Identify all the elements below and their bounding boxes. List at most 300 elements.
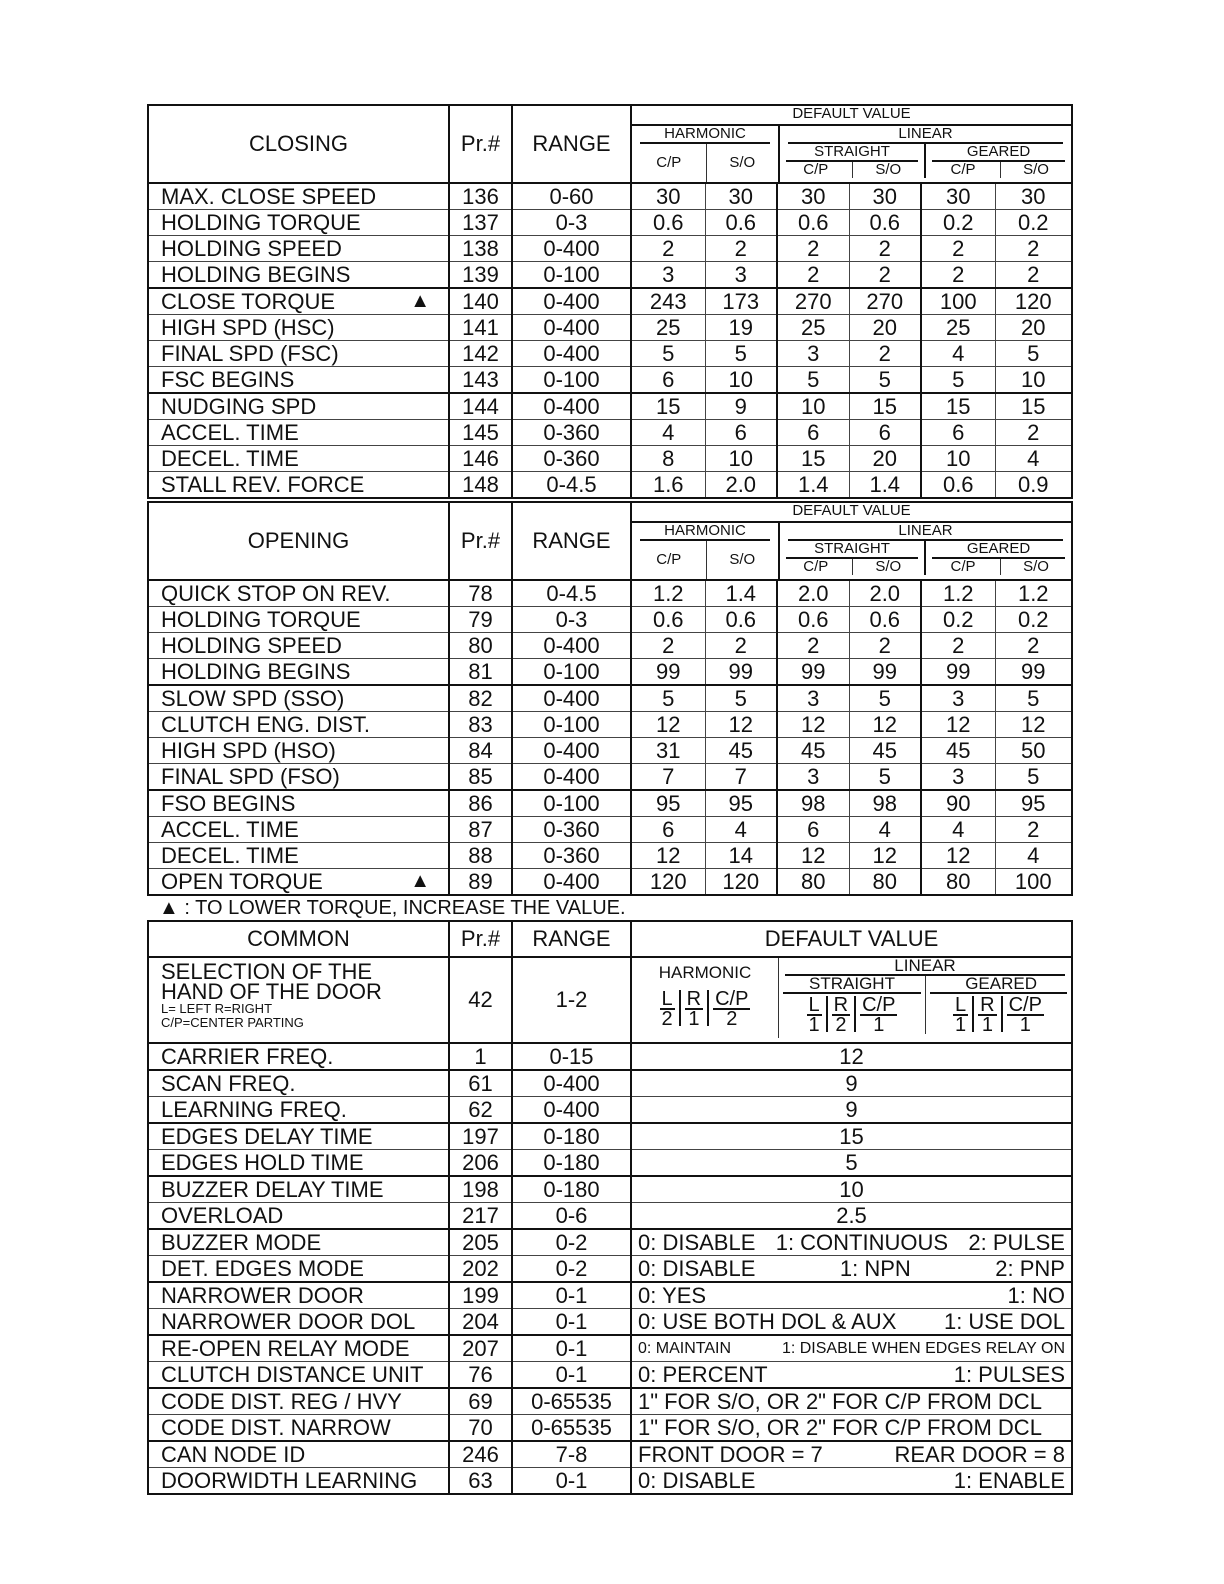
- common-param-name: CAN NODE ID: [148, 1441, 449, 1468]
- opening-param-name: DECEL. TIME: [148, 843, 449, 869]
- opening-param-range: 0-400: [512, 764, 631, 791]
- opening-default-value: 12: [631, 712, 705, 738]
- opening-default-value: 99: [921, 659, 995, 686]
- common-param-range: 0-1: [512, 1362, 631, 1389]
- closing-default-value: 2: [777, 262, 849, 289]
- common-pr-header: Pr.#: [449, 921, 512, 957]
- common-param-range: 0-1: [512, 1468, 631, 1495]
- common-row: [148, 1203, 1072, 1230]
- closing-param-range: 0-360: [512, 420, 631, 446]
- opening-default-value: 12: [777, 712, 849, 738]
- hand-fraction: $\frac{C/P}{1}$: [862, 994, 896, 1036]
- closing-default-value: 0.6: [849, 210, 921, 236]
- opening-default-value: 80: [921, 869, 995, 896]
- opening-range-header: RANGE: [512, 502, 631, 580]
- default-option: FRONT DOOR = 7: [638, 1441, 823, 1467]
- opening-default-value: 99: [777, 659, 849, 686]
- closing-default-value: 2: [995, 236, 1072, 262]
- closing-default-value: 4: [631, 420, 705, 446]
- closing-param-range: 0-400: [512, 393, 631, 420]
- closing-title: CLOSING: [148, 105, 449, 183]
- common-param-name: EDGES HOLD TIME: [148, 1150, 449, 1177]
- common-param-pr: 61: [449, 1070, 512, 1097]
- opening-row: [148, 843, 1072, 869]
- closing-row: [148, 341, 1072, 367]
- opening-default-value: 2: [995, 817, 1072, 843]
- opening-default-value: 12: [777, 843, 849, 869]
- opening-default-value: 5: [849, 685, 921, 712]
- opening-default-value: 5: [995, 685, 1072, 712]
- opening-param-name: HOLDING BEGINS: [148, 659, 449, 686]
- common-default-value: 9: [631, 1097, 1072, 1124]
- opening-param-name: FINAL SPD (FSO): [148, 764, 449, 791]
- opening-default-value: 5: [849, 764, 921, 791]
- opening-default-value: 1.2: [921, 580, 995, 607]
- opening-param-range: 0-100: [512, 659, 631, 686]
- closing-default-value: 10: [777, 393, 849, 420]
- opening-param-range: 0-360: [512, 843, 631, 869]
- opening-default-value: 2: [631, 633, 705, 659]
- closing-default-value: 15: [849, 393, 921, 420]
- closing-default-value: 270: [849, 288, 921, 315]
- common-default-value: 12: [631, 1043, 1072, 1070]
- hand-fraction: $\frac{C/P}{2}$: [715, 988, 749, 1030]
- closing-param-range: 0-100: [512, 262, 631, 289]
- closing-default-value: 6: [705, 420, 777, 446]
- opening-param-pr: 79: [449, 607, 512, 633]
- opening-param-name: QUICK STOP ON REV.: [148, 580, 449, 607]
- common-param-pr: 197: [449, 1123, 512, 1150]
- opening-default-value: 1.2: [631, 580, 705, 607]
- closing-default-value: 2: [849, 341, 921, 367]
- closing-default-value: 10: [705, 367, 777, 394]
- closing-default-value: 100: [921, 288, 995, 315]
- closing-default-value: 9: [705, 393, 777, 420]
- closing-param-pr: 141: [449, 315, 512, 341]
- closing-default-value: 2: [705, 236, 777, 262]
- default-option: 1: NO: [1007, 1282, 1065, 1308]
- closing-default-value: 5: [777, 367, 849, 394]
- opening-default-value: 12: [995, 712, 1072, 738]
- closing-param-pr: 146: [449, 446, 512, 472]
- torque-marker-icon: ▲: [410, 290, 430, 312]
- common-param-range: 7-8: [512, 1441, 631, 1468]
- opening-row: [148, 712, 1072, 738]
- common-row: [148, 1043, 1072, 1070]
- opening-default-value: 50: [995, 738, 1072, 764]
- hand-of-door-row: [148, 957, 1072, 1043]
- common-param-name: DET. EDGES MODE: [148, 1256, 449, 1283]
- closing-param-name: HIGH SPD (HSC): [148, 315, 449, 341]
- opening-row: [148, 580, 1072, 607]
- opening-default-value: 6: [631, 817, 705, 843]
- common-table: [147, 920, 1073, 1495]
- closing-default-value: 20: [995, 315, 1072, 341]
- common-param-name: CODE DIST. NARROW: [148, 1415, 449, 1442]
- common-param-pr: 204: [449, 1309, 512, 1336]
- closing-default-value: 20: [849, 315, 921, 341]
- closing-default-value: 15: [631, 393, 705, 420]
- common-default-text: [631, 1415, 1072, 1442]
- closing-range-header: RANGE: [512, 105, 631, 183]
- closing-default-value: 270: [777, 288, 849, 315]
- closing-default-value: 1.4: [777, 472, 849, 499]
- opening-default-value: 80: [849, 869, 921, 896]
- hand-fraction: $\frac{L}{2}$: [661, 988, 673, 1030]
- closing-param-range: 0-400: [512, 341, 631, 367]
- closing-default-value: 6: [921, 420, 995, 446]
- closing-row: [148, 420, 1072, 446]
- closing-default-value: 20: [849, 446, 921, 472]
- hand-fraction: $\frac{R}{2}$: [833, 994, 849, 1036]
- closing-default-value: 10: [995, 367, 1072, 394]
- closing-default-value: 8: [631, 446, 705, 472]
- opening-default-value: 95: [995, 790, 1072, 817]
- hand-name-2: HAND OF THE DOOR: [161, 979, 382, 1004]
- closing-param-range: 0-360: [512, 446, 631, 472]
- common-default-value: 10: [631, 1176, 1072, 1203]
- opening-default-value: 45: [777, 738, 849, 764]
- common-row: [148, 1388, 1072, 1415]
- default-option: 1: ENABLE: [953, 1467, 1065, 1493]
- hand-pr: 42: [449, 957, 512, 1043]
- opening-default-value: 100: [995, 869, 1072, 896]
- opening-param-pr: 89: [449, 869, 512, 896]
- common-param-range: 0-1: [512, 1335, 631, 1362]
- common-param-name: BUZZER DELAY TIME: [148, 1176, 449, 1203]
- opening-row: [148, 659, 1072, 686]
- opening-default-value: 12: [705, 712, 777, 738]
- opening-param-pr: 78: [449, 580, 512, 607]
- closing-default-header: DEFAULT VALUE HARMONIC C/P S/O LINEAR STRAIGHT C/P S/O GEARED C/P S/O: [631, 105, 1072, 183]
- closing-default-value: 1.6: [631, 472, 705, 499]
- common-param-range: 0-65535: [512, 1415, 631, 1442]
- common-row: [148, 1309, 1072, 1336]
- default-option: 0: USE BOTH DOL & AUX: [638, 1308, 897, 1334]
- closing-default-value: 5: [921, 367, 995, 394]
- closing-default-value: 4: [921, 341, 995, 367]
- opening-default-value: 3: [921, 764, 995, 791]
- opening-default-value: 12: [921, 843, 995, 869]
- closing-param-name: CLOSE TORQUE ▲: [148, 288, 449, 315]
- opening-default-value: 99: [849, 659, 921, 686]
- common-param-range: 0-2: [512, 1229, 631, 1256]
- closing-default-value: 4: [995, 446, 1072, 472]
- common-default-value: 2.5: [631, 1203, 1072, 1230]
- common-title: COMMON: [148, 921, 449, 957]
- closing-default-value: 2: [777, 236, 849, 262]
- common-row: [148, 1123, 1072, 1150]
- hand-fraction: $\frac{L}{1}$: [808, 994, 820, 1036]
- opening-default-value: 45: [849, 738, 921, 764]
- hand-name-4: C/P=CENTER PARTING: [161, 1015, 304, 1030]
- opening-param-pr: 83: [449, 712, 512, 738]
- common-default-header: DEFAULT VALUE: [631, 921, 1072, 957]
- common-param-pr: 199: [449, 1282, 512, 1309]
- closing-default-value: 25: [921, 315, 995, 341]
- common-param-pr: 207: [449, 1335, 512, 1362]
- common-param-pr: 217: [449, 1203, 512, 1230]
- closing-param-range: 0-100: [512, 367, 631, 394]
- closing-default-value: 30: [631, 183, 705, 210]
- hand-range: 1-2: [512, 957, 631, 1043]
- opening-param-range: 0-3: [512, 607, 631, 633]
- hand-fraction: $\frac{C/P}{1}$: [1008, 994, 1042, 1036]
- common-param-range: 0-180: [512, 1123, 631, 1150]
- opening-param-name: SLOW SPD (SSO): [148, 685, 449, 712]
- common-default-text: [631, 1388, 1072, 1415]
- common-param-range: 0-180: [512, 1150, 631, 1177]
- common-row: [148, 1335, 1072, 1362]
- opening-row: [148, 633, 1072, 659]
- closing-row: [148, 472, 1072, 499]
- opening-default-value: 3: [777, 764, 849, 791]
- closing-default-value: 3: [631, 262, 705, 289]
- closing-default-value: 2: [631, 236, 705, 262]
- opening-default-value: 1.2: [995, 580, 1072, 607]
- opening-table: [147, 501, 1073, 896]
- common-row: [148, 1256, 1072, 1283]
- common-param-range: 0-180: [512, 1176, 631, 1203]
- closing-default-value: 120: [995, 288, 1072, 315]
- hand-fraction: $\frac{R}{1}$: [686, 988, 702, 1030]
- common-row: [148, 1097, 1072, 1124]
- closing-default-value: 19: [705, 315, 777, 341]
- default-option: 1" FOR S/O, OR 2" FOR C/P FROM DCL: [638, 1414, 1042, 1440]
- default-option: 2: PNP: [995, 1255, 1065, 1281]
- common-param-name: NARROWER DOOR: [148, 1282, 449, 1309]
- opening-default-value: 99: [995, 659, 1072, 686]
- common-default-text: [631, 1282, 1072, 1309]
- closing-default-value: 5: [705, 341, 777, 367]
- opening-default-value: 3: [777, 685, 849, 712]
- common-row: [148, 1282, 1072, 1309]
- closing-default-value: 30: [921, 183, 995, 210]
- opening-param-name: HOLDING TORQUE: [148, 607, 449, 633]
- common-row: [148, 1229, 1072, 1256]
- common-default-text: [631, 1309, 1072, 1336]
- opening-default-value: 2: [705, 633, 777, 659]
- closing-default-value: 3: [777, 341, 849, 367]
- opening-param-range: 0-4.5: [512, 580, 631, 607]
- common-param-name: OVERLOAD: [148, 1203, 449, 1230]
- opening-default-header: DEFAULT VALUE HARMONIC C/P S/O LINEAR STRAIGHT C/P S/O GEARED C/P S/O: [631, 502, 1072, 580]
- opening-param-range: 0-100: [512, 712, 631, 738]
- opening-title: OPENING: [148, 502, 449, 580]
- opening-param-range: 0-400: [512, 685, 631, 712]
- closing-default-value: 15: [777, 446, 849, 472]
- common-default-value: 5: [631, 1150, 1072, 1177]
- closing-param-range: 0-4.5: [512, 472, 631, 499]
- closing-param-name: FINAL SPD (FSC): [148, 341, 449, 367]
- closing-default-value: 0.6: [921, 472, 995, 499]
- closing-row: [148, 236, 1072, 262]
- opening-param-pr: 86: [449, 790, 512, 817]
- closing-default-value: 30: [849, 183, 921, 210]
- common-default-text: [631, 1335, 1072, 1362]
- closing-default-value: 3: [705, 262, 777, 289]
- closing-param-pr: 144: [449, 393, 512, 420]
- closing-param-pr: 143: [449, 367, 512, 394]
- closing-param-name: STALL REV. FORCE: [148, 472, 449, 499]
- opening-row: [148, 764, 1072, 791]
- torque-marker-icon: ▲: [410, 870, 430, 892]
- opening-default-value: 6: [777, 817, 849, 843]
- opening-default-value: 0.6: [705, 607, 777, 633]
- opening-default-value: 98: [777, 790, 849, 817]
- opening-param-pr: 82: [449, 685, 512, 712]
- opening-default-value: 5: [705, 685, 777, 712]
- common-default-text: [631, 1441, 1072, 1468]
- closing-param-range: 0-400: [512, 288, 631, 315]
- closing-row: [148, 262, 1072, 289]
- opening-param-range: 0-400: [512, 738, 631, 764]
- closing-row: [148, 210, 1072, 236]
- closing-param-pr: 148: [449, 472, 512, 499]
- closing-default-value: 2.0: [705, 472, 777, 499]
- closing-default-value: 6: [631, 367, 705, 394]
- opening-default-value: 0.6: [777, 607, 849, 633]
- closing-param-name: NUDGING SPD: [148, 393, 449, 420]
- default-option: 0: YES: [638, 1282, 707, 1308]
- opening-default-value: 98: [849, 790, 921, 817]
- closing-default-value: 0.9: [995, 472, 1072, 499]
- common-param-range: 0-6: [512, 1203, 631, 1230]
- opening-default-value: 0.2: [995, 607, 1072, 633]
- common-default-text: [631, 1362, 1072, 1389]
- opening-row: [148, 685, 1072, 712]
- common-param-range: 0-15: [512, 1043, 631, 1070]
- closing-param-range: 0-3: [512, 210, 631, 236]
- common-param-pr: 62: [449, 1097, 512, 1124]
- opening-default-value: 90: [921, 790, 995, 817]
- opening-default-value: 4: [705, 817, 777, 843]
- common-default-text: [631, 1229, 1072, 1256]
- opening-pr-header: Pr.#: [449, 502, 512, 580]
- default-option: 0: DISABLE: [638, 1467, 756, 1493]
- default-option: 0: DISABLE: [638, 1229, 756, 1255]
- default-option: 0: DISABLE: [638, 1255, 756, 1281]
- common-param-pr: 70: [449, 1415, 512, 1442]
- common-row: [148, 1070, 1072, 1097]
- opening-param-name: HIGH SPD (HSO): [148, 738, 449, 764]
- closing-default-value: 10: [921, 446, 995, 472]
- closing-param-pr: 137: [449, 210, 512, 236]
- opening-default-value: 12: [849, 843, 921, 869]
- closing-param-range: 0-60: [512, 183, 631, 210]
- common-param-pr: 1: [449, 1043, 512, 1070]
- default-option: 1: NPN: [839, 1255, 911, 1281]
- closing-default-value: 10: [705, 446, 777, 472]
- hand-values: HARMONIC $\frac{L}{2}$ $\frac{R}{1}$ $\frac{C/P}{2}$ LINEAR STRAIGHT $\frac{L}{1}$ $\frac{R}{2}$ $\frac{C/P}{1}$ GEARED $\frac{L}{1}$ $\frac{R}{1}$ $\frac{C/P}{1}$: [631, 957, 1072, 1043]
- opening-default-value: 4: [849, 817, 921, 843]
- closing-row: [148, 393, 1072, 420]
- opening-param-pr: 84: [449, 738, 512, 764]
- common-param-pr: 198: [449, 1176, 512, 1203]
- closing-default-value: 30: [777, 183, 849, 210]
- opening-default-value: 12: [921, 712, 995, 738]
- common-row: [148, 1176, 1072, 1203]
- common-row: [148, 1415, 1072, 1442]
- opening-param-name: HOLDING SPEED: [148, 633, 449, 659]
- common-param-pr: 202: [449, 1256, 512, 1283]
- closing-row: [148, 315, 1072, 341]
- common-param-name: SCAN FREQ.: [148, 1070, 449, 1097]
- common-default-value: 9: [631, 1070, 1072, 1097]
- closing-param-pr: 142: [449, 341, 512, 367]
- closing-table: [147, 104, 1073, 499]
- opening-default-value: 2.0: [849, 580, 921, 607]
- opening-row: [148, 817, 1072, 843]
- opening-param-pr: 80: [449, 633, 512, 659]
- opening-default-value: 4: [921, 817, 995, 843]
- common-row: [148, 1362, 1072, 1389]
- closing-default-value: 243: [631, 288, 705, 315]
- closing-param-pr: 139: [449, 262, 512, 289]
- opening-param-name: ACCEL. TIME: [148, 817, 449, 843]
- common-param-name: BUZZER MODE: [148, 1229, 449, 1256]
- closing-default-value: 2: [995, 262, 1072, 289]
- closing-default-value: 15: [995, 393, 1072, 420]
- opening-default-value: 2: [777, 633, 849, 659]
- default-option: 1: PULSES: [953, 1361, 1065, 1387]
- closing-default-value: 5: [631, 341, 705, 367]
- closing-default-value: 173: [705, 288, 777, 315]
- opening-default-value: 0.2: [921, 607, 995, 633]
- closing-default-value: 5: [849, 367, 921, 394]
- common-param-name: CODE DIST. REG / HVY: [148, 1388, 449, 1415]
- torque-note: ▲ : TO LOWER TORQUE, INCREASE THE VALUE.: [159, 897, 626, 919]
- closing-param-pr: 138: [449, 236, 512, 262]
- common-param-pr: 76: [449, 1362, 512, 1389]
- common-param-pr: 206: [449, 1150, 512, 1177]
- common-param-pr: 69: [449, 1388, 512, 1415]
- closing-param-name: HOLDING SPEED: [148, 236, 449, 262]
- hand-fraction: $\frac{R}{1}$: [980, 994, 995, 1036]
- closing-default-value: 15: [921, 393, 995, 420]
- opening-default-value: 7: [631, 764, 705, 791]
- opening-param-range: 0-360: [512, 817, 631, 843]
- common-default-value: 15: [631, 1123, 1072, 1150]
- opening-default-value: 80: [777, 869, 849, 896]
- opening-default-value: 12: [849, 712, 921, 738]
- common-row: [148, 1441, 1072, 1468]
- common-default-text: [631, 1256, 1072, 1283]
- default-option: 0: MAINTAIN: [638, 1339, 732, 1357]
- opening-default-value: 95: [631, 790, 705, 817]
- opening-default-value: 5: [631, 685, 705, 712]
- opening-param-name: CLUTCH ENG. DIST.: [148, 712, 449, 738]
- common-param-range: 0-65535: [512, 1388, 631, 1415]
- opening-default-value: 31: [631, 738, 705, 764]
- closing-default-value: 25: [777, 315, 849, 341]
- parameter-sheet: [147, 104, 1071, 1495]
- common-param-pr: 205: [449, 1229, 512, 1256]
- opening-default-value: 4: [995, 843, 1072, 869]
- closing-default-value: 0.2: [921, 210, 995, 236]
- closing-default-value: 30: [705, 183, 777, 210]
- closing-param-name: ACCEL. TIME: [148, 420, 449, 446]
- common-param-name: DOORWIDTH LEARNING: [148, 1468, 449, 1495]
- closing-param-range: 0-400: [512, 236, 631, 262]
- opening-row: [148, 738, 1072, 764]
- closing-param-name: DECEL. TIME: [148, 446, 449, 472]
- default-option: 1: USE DOL: [943, 1308, 1065, 1334]
- common-param-name: CARRIER FREQ.: [148, 1043, 449, 1070]
- hand-name-3: L= LEFT R=RIGHT: [161, 1001, 273, 1016]
- opening-param-pr: 87: [449, 817, 512, 843]
- closing-default-value: 6: [777, 420, 849, 446]
